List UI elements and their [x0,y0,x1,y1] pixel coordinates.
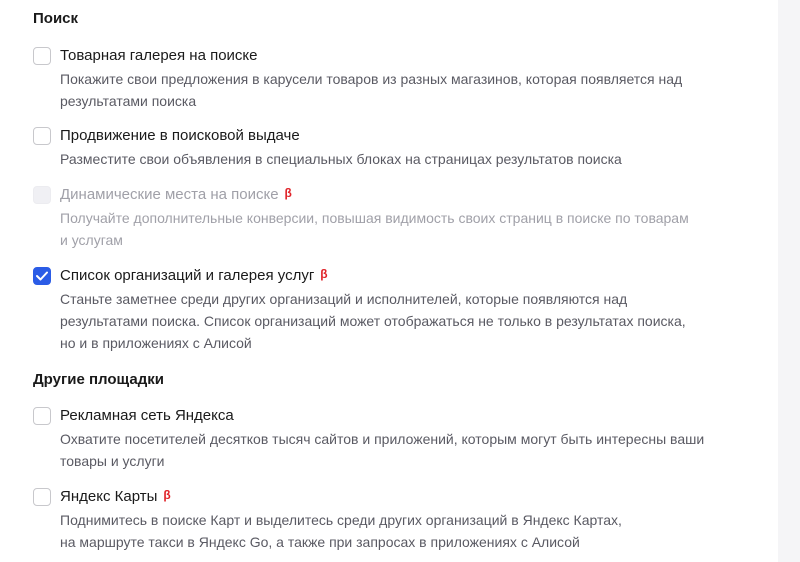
search-promotion-checkbox[interactable] [33,127,51,145]
description-line: Покажите свои предложения в карусели товаров из разных магазинов, которая появляется над [60,71,683,87]
section-title-search: Поиск [33,10,79,27]
description-line: на маршруте такси в Яндекс Go, а также при запросах в приложениях с Алисой [60,534,580,550]
option-title[interactable]: Рекламная сеть Яндекса [60,407,234,424]
beta-badge: β [163,488,171,502]
description-line: и услугам [60,232,123,248]
option-title-text: Динамические места на поиске [60,186,279,203]
description-line: результатами поиска [60,93,197,109]
option-title-text: Яндекс Карты [60,488,158,505]
beta-badge: β [284,186,292,200]
product-gallery-checkbox[interactable] [33,47,51,65]
description-line: результатами поиска. Список организаций может отображаться не только в результатах поиска, [60,313,686,329]
description-line: Станьте заметнее среди других организаций и исполнителей, которые появляются над [60,291,628,307]
description-line: Охватите посетителей десятков тысяч сайтов и приложений, которым могут быть интересны ваши [60,431,705,447]
option-description [60,288,760,354]
org-list-checkbox[interactable] [33,267,51,285]
ad-network-checkbox[interactable] [33,407,51,425]
option-title [60,185,292,205]
dynamic-places-checkbox [33,186,51,204]
option-description [60,148,760,170]
option-title[interactable] [60,487,171,507]
option-title-text: Список организаций и галерея услуг [60,267,315,284]
option-description [60,207,760,251]
option-description [60,509,760,553]
option-title[interactable]: Продвижение в поисковой выдаче [60,127,300,144]
description-line: Получайте дополнительные конверсии, повышая видимость своих страниц в поиске по товарам [60,210,689,226]
description-line: Разместите свои объявления в специальных блоках на страницах результатов поиска [60,151,622,167]
checkmark-icon [36,271,48,281]
yandex-maps-checkbox[interactable] [33,488,51,506]
description-line: Поднимитесь в поиске Карт и выделитесь среди других организаций в Яндекс Картах, [60,512,622,528]
description-line: товары и услуги [60,453,165,469]
beta-badge: β [320,267,328,281]
section-title-other-platforms: Другие площадки [33,371,164,388]
option-description [60,68,760,112]
description-line: но и в приложениях с Алисой [60,335,252,351]
option-title[interactable] [60,266,328,286]
option-description [60,428,760,472]
option-title[interactable]: Товарная галерея на поиске [60,47,258,64]
